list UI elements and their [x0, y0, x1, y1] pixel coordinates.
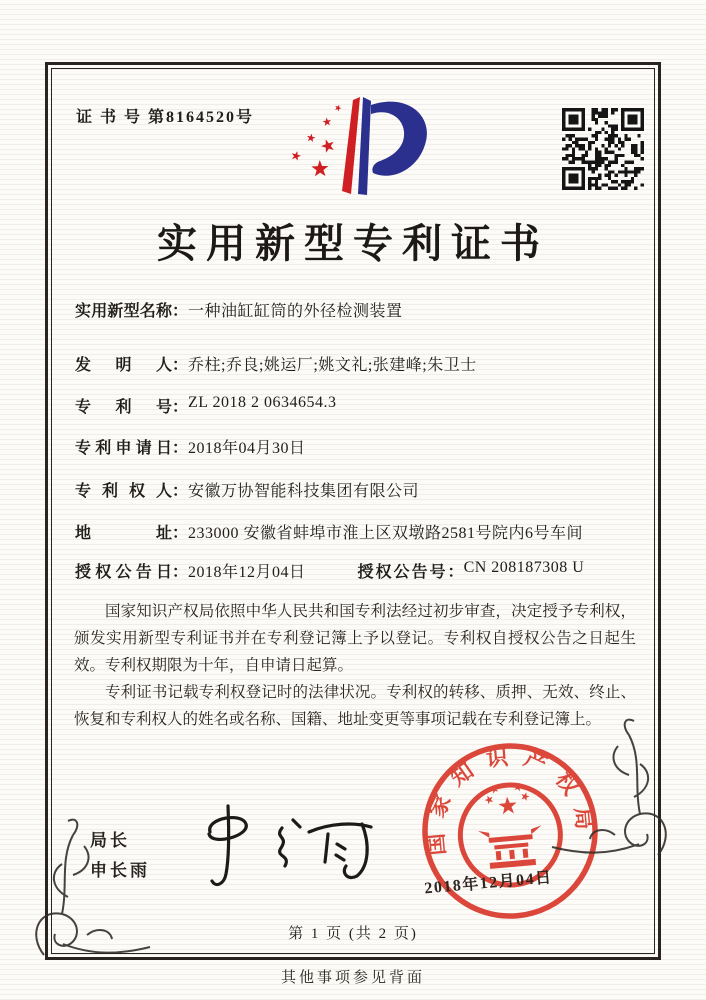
back-side-note: 其他事项参见背面	[280, 970, 425, 986]
field-value: 233000 安徽省蚌埠市淮上区双墩路2581号院内6号车间	[188, 525, 584, 542]
field-label: 发明人	[75, 357, 172, 374]
field-row-inventor	[75, 352, 654, 375]
field-value: 2018年12月04日	[188, 564, 306, 581]
field-colon: ：	[172, 440, 189, 457]
logo-blue-bowl	[371, 102, 427, 176]
seal-date: 2018年12月04日	[423, 869, 554, 898]
field-colon: ：	[172, 564, 189, 581]
signature-handwriting-icon	[196, 800, 376, 896]
field-value: ZL 2018 2 0634654.3	[188, 394, 337, 411]
field-label: 专利申请日	[75, 440, 172, 457]
field-colon: ：	[172, 483, 189, 500]
field-row-patentee	[75, 478, 654, 501]
field-value: CN 208187308 U	[463, 559, 585, 576]
signature-title: 局长	[90, 831, 130, 850]
logo-red-wedge	[342, 97, 360, 194]
field-colon: ：	[172, 357, 189, 374]
field-row-patent-no	[75, 394, 654, 417]
patent-office-logo-icon	[283, 95, 435, 197]
seal-text: 国家知识产权局	[421, 743, 599, 857]
field-value: 安徽万协智能科技集团有限公司	[188, 483, 420, 500]
signature-name: 申长雨	[90, 861, 150, 880]
legal-paragraph-1: 国家知识产权局依照中华人民共和国专利法经过初步审查，决定授予专利权，颁发实用新型专利证书并在专利登记簿上予以登记。专利权自授权公告之日起生效。专利权期限为十年，自申请日起算。	[74, 603, 636, 674]
field-row-filing-date	[75, 435, 654, 458]
qr-code	[562, 108, 644, 190]
field-label: 授权公告日	[75, 564, 172, 581]
field-value: 2018年04月30日	[188, 440, 306, 457]
certificate-title: 实用新型专利证书	[157, 221, 549, 266]
field-label: 地址	[75, 525, 172, 542]
field-pair-grant-no	[358, 559, 585, 582]
logo-stars-icon	[292, 105, 342, 177]
field-row-grant	[75, 559, 654, 582]
corner-flourish-right-icon	[550, 715, 670, 865]
logo-blue-stem	[358, 97, 371, 195]
field-label: 实用新型名称	[75, 303, 172, 320]
field-value: 一种油缸缸筒的外径检测装置	[188, 303, 403, 320]
certificate-number: 证 书 号 第8164520号	[76, 109, 255, 126]
field-colon: ：	[172, 525, 189, 542]
field-colon: ：	[172, 399, 189, 416]
field-row-name	[75, 298, 654, 321]
field-colon: ：	[447, 564, 464, 581]
legal-paragraph-2: 专利证书记载专利权登记时的法律状况。专利权的转移、质押、无效、终止、恢复和专利权人的姓名或名称、国籍、地址变更等事项记载在专利登记簿上。	[74, 684, 636, 728]
field-value: 乔柱;乔良;姚运厂;姚文礼;张建峰;朱卫士	[188, 357, 477, 374]
field-row-address	[75, 520, 654, 543]
field-label: 授权公告号	[357, 564, 448, 581]
page-number: 第 1 页 (共 2 页)	[288, 926, 418, 942]
legal-text	[74, 598, 636, 733]
field-colon: ：	[172, 303, 189, 320]
field-label: 专利权人	[75, 483, 172, 500]
field-label: 专利号	[75, 399, 172, 416]
